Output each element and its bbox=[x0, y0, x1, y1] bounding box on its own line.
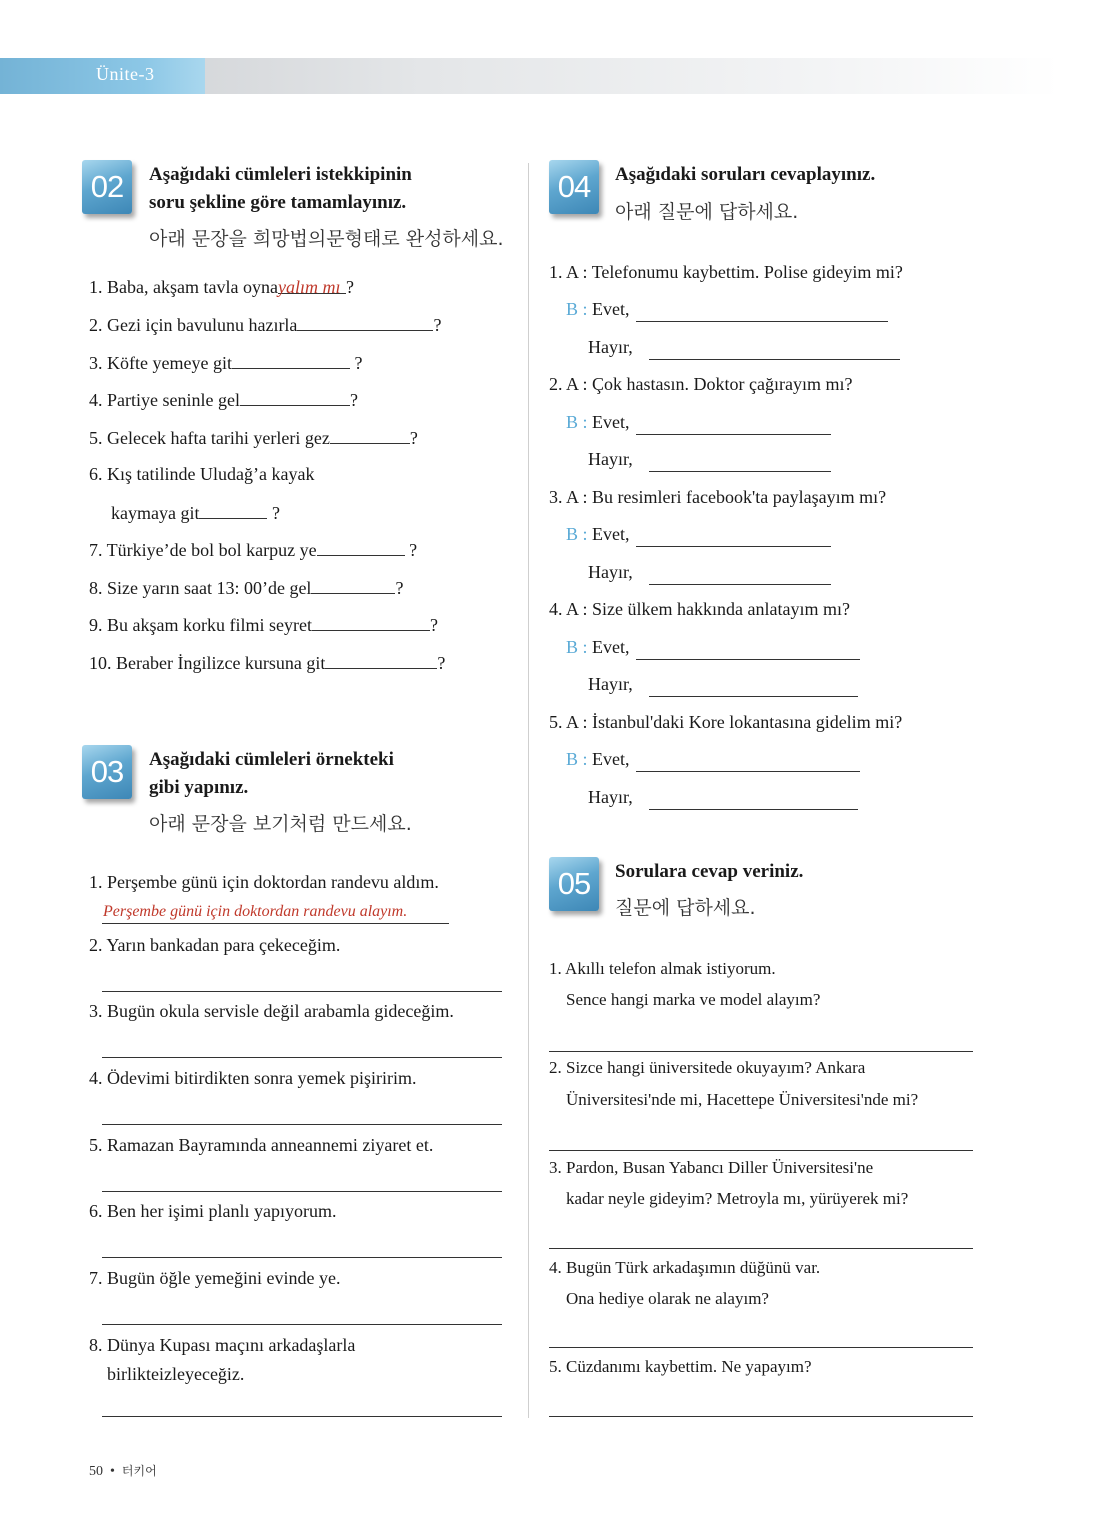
section-04-title: Aşağıdaki soruları cevaplayınız. bbox=[615, 164, 876, 185]
s02-item-8: 8. Size yarın saat 13: 00’de gel ? bbox=[89, 575, 403, 600]
s04-q2-hayir-label: Hayır, bbox=[588, 449, 633, 469]
s03-item-3-answer-line[interactable] bbox=[102, 1057, 502, 1058]
s02-item-7: 7. Türkiye’de bol bol karpuz ye ? bbox=[89, 537, 417, 562]
s03-item-3: 3. Bugün okula servisle değil arabamla gideceğim. bbox=[89, 1001, 454, 1021]
unit-label: Ünite-3 bbox=[96, 64, 155, 84]
s04-q1-hayir-label: Hayır, bbox=[588, 337, 633, 357]
s04-q3-hayir-line[interactable] bbox=[649, 584, 831, 585]
s04-q3-evet-row: B : Evet, bbox=[566, 524, 630, 544]
s04-q2: 2. A : Çok hastasın. Doktor çağırayım mı? bbox=[549, 374, 853, 394]
section-02-korean-instruction: 아래 문장을 희망법의문형태로 완성하세요. bbox=[149, 228, 504, 250]
s02-item-3: 3. Köfte yemeye git ? bbox=[89, 350, 362, 375]
section-03-korean-instruction: 아래 문장을 보기처럼 만드세요. bbox=[149, 813, 412, 835]
section-04-badge: 04 bbox=[549, 160, 599, 214]
s03-item-7: 7. Bugün öğle yemeğini evinde ye. bbox=[89, 1268, 341, 1288]
s04-q5-evet-line[interactable] bbox=[636, 771, 860, 772]
s03-item-1: 1. Perşembe günü için doktordan randevu aldım. bbox=[89, 872, 439, 892]
s02-item-1: 1. Baba, akşam tavla oynayalım mı ? bbox=[89, 277, 354, 297]
s04-q1-hayir-line[interactable] bbox=[649, 359, 900, 360]
page-number: 50 bbox=[89, 1464, 103, 1479]
s02-item-3-blank[interactable] bbox=[232, 350, 350, 369]
s04-q1-evet-row: B : Evet, bbox=[566, 299, 630, 319]
s03-item-5-answer-line[interactable] bbox=[102, 1191, 502, 1192]
s04-q1-evet-line[interactable] bbox=[636, 321, 888, 322]
s04-q4: 4. A : Size ülkem hakkında anlatayım mı? bbox=[549, 599, 850, 619]
section-02-title-line1: Aşağıdaki cümleleri istekkipinin bbox=[149, 164, 412, 185]
s02-item-6: 6. Kış tatilinde Uludağ’a kayak bbox=[89, 464, 315, 484]
s03-item-7-answer-line[interactable] bbox=[102, 1324, 502, 1325]
s03-item-8: 8. Dünya Kupası maçını arkadaşlarla bbox=[89, 1335, 356, 1355]
s02-item-4-blank[interactable] bbox=[240, 387, 350, 406]
s02-item-6-blank[interactable] bbox=[199, 500, 267, 519]
s02-item-2: 2. Gezi için bavulunu hazırla ? bbox=[89, 312, 441, 337]
s02-item-8-blank[interactable] bbox=[311, 575, 395, 594]
s05-item-2-answer-line[interactable] bbox=[549, 1150, 973, 1151]
s03-item-1-example-answer: Perşembe günü için doktordan randevu alayım. bbox=[103, 903, 408, 920]
s05-item-4-cont: Ona hediye olarak ne alayım? bbox=[566, 1289, 769, 1308]
section-03-title-line1: Aşağıdaki cümleleri örnekteki bbox=[149, 749, 394, 770]
s02-item-9-blank[interactable] bbox=[312, 612, 430, 631]
s03-item-4-answer-line[interactable] bbox=[102, 1124, 502, 1125]
s04-q2-evet-row: B : Evet, bbox=[566, 412, 630, 432]
s03-item-8-cont: birlikteizleyeceğiz. bbox=[107, 1364, 245, 1384]
s04-q5-hayir-line[interactable] bbox=[649, 809, 858, 810]
s04-q3-evet-line[interactable] bbox=[636, 546, 831, 547]
s02-item-6-cont: kaymaya git ? bbox=[111, 500, 280, 525]
footer-separator: • bbox=[110, 1464, 115, 1479]
s04-q4-hayir-label: Hayır, bbox=[588, 674, 633, 694]
s04-q3-hayir-label: Hayır, bbox=[588, 562, 633, 582]
s05-item-5: 5. Cüzdanımı kaybettim. Ne yapayım? bbox=[549, 1357, 812, 1376]
section-05-title: Sorulara cevap veriniz. bbox=[615, 861, 804, 882]
b-label: B : bbox=[566, 749, 588, 769]
s02-item-7-blank[interactable] bbox=[317, 537, 405, 556]
section-05-badge: 05 bbox=[549, 857, 599, 911]
s02-item-10-blank[interactable] bbox=[325, 650, 437, 669]
s03-item-4: 4. Ödevimi bitirdikten sonra yemek pişiririm. bbox=[89, 1068, 417, 1088]
s02-item-1-answer: yalım mı bbox=[278, 275, 346, 294]
s04-q5-hayir-label: Hayır, bbox=[588, 787, 633, 807]
b-label: B : bbox=[566, 524, 588, 544]
s05-item-5-answer-line[interactable] bbox=[549, 1416, 973, 1417]
s02-item-2-blank[interactable] bbox=[297, 312, 433, 331]
s05-item-1-cont: Sence hangi marka ve model alayım? bbox=[566, 990, 821, 1009]
column-divider bbox=[528, 163, 529, 1418]
s03-item-8-answer-line[interactable] bbox=[102, 1416, 502, 1417]
section-02-badge: 02 bbox=[82, 160, 132, 214]
s04-q4-hayir-line[interactable] bbox=[649, 696, 858, 697]
s04-q1: 1. A : Telefonumu kaybettim. Polise gideyim mi? bbox=[549, 262, 903, 282]
s05-item-3: 3. Pardon, Busan Yabancı Diller Üniversitesi'ne bbox=[549, 1158, 874, 1177]
s04-q4-evet-line[interactable] bbox=[636, 659, 860, 660]
s03-item-2: 2. Yarın bankadan para çekeceğim. bbox=[89, 935, 341, 955]
s02-item-5-blank[interactable] bbox=[330, 425, 410, 444]
s05-item-1: 1. Akıllı telefon almak istiyorum. bbox=[549, 959, 776, 978]
section-03-badge: 03 bbox=[82, 745, 132, 799]
s02-item-4: 4. Partiye seninle gel ? bbox=[89, 387, 358, 412]
s05-item-3-answer-line[interactable] bbox=[549, 1248, 973, 1249]
s02-item-9: 9. Bu akşam korku filmi seyret ? bbox=[89, 612, 438, 637]
s03-item-2-answer-line[interactable] bbox=[102, 991, 502, 992]
s05-item-4-answer-line[interactable] bbox=[549, 1347, 973, 1348]
s05-item-4: 4. Bugün Türk arkadaşımın düğünü var. bbox=[549, 1258, 821, 1277]
s04-q5: 5. A : İstanbul'daki Kore lokantasına gidelim mi? bbox=[549, 712, 903, 732]
s05-item-2: 2. Sizce hangi üniversitede okuyayım? Ankara bbox=[549, 1058, 866, 1077]
section-02-title-line2: soru şekline göre tamamlayınız. bbox=[149, 192, 407, 213]
section-03-title-line2: gibi yapınız. bbox=[149, 777, 249, 798]
b-label: B : bbox=[566, 299, 588, 319]
page-footer bbox=[89, 1462, 157, 1480]
section-04-korean-instruction: 아래 질문에 답하세요. bbox=[615, 201, 799, 223]
s03-item-5: 5. Ramazan Bayramında anneannemi ziyaret et. bbox=[89, 1135, 434, 1155]
b-label: B : bbox=[566, 412, 588, 432]
s04-q5-evet-row: B : Evet, bbox=[566, 749, 630, 769]
s05-item-3-cont: kadar neyle gideyim? Metroyla mı, yürüyerek mi? bbox=[566, 1189, 909, 1208]
s02-item-10: 10. Beraber İngilizce kursuna git ? bbox=[89, 650, 445, 675]
s03-item-1-answer-line bbox=[102, 923, 449, 924]
s04-q2-evet-line[interactable] bbox=[636, 434, 831, 435]
s05-item-2-cont: Üniversitesi'nde mi, Hacettepe Üniversitesi'nde mi? bbox=[566, 1090, 919, 1109]
section-05-korean-instruction: 질문에 답하세요. bbox=[615, 897, 756, 919]
book-title: 터키어 bbox=[121, 1464, 157, 1478]
s05-item-1-answer-line[interactable] bbox=[549, 1051, 973, 1052]
s03-item-6-answer-line[interactable] bbox=[102, 1257, 502, 1258]
s04-q2-hayir-line[interactable] bbox=[649, 471, 831, 472]
b-label: B : bbox=[566, 637, 588, 657]
s04-q4-evet-row: B : Evet, bbox=[566, 637, 630, 657]
s03-item-6: 6. Ben her işimi planlı yapıyorum. bbox=[89, 1201, 337, 1221]
s02-item-5: 5. Gelecek hafta tarihi yerleri gez ? bbox=[89, 425, 418, 450]
s04-q3: 3. A : Bu resimleri facebook'ta paylaşayım mı? bbox=[549, 487, 887, 507]
